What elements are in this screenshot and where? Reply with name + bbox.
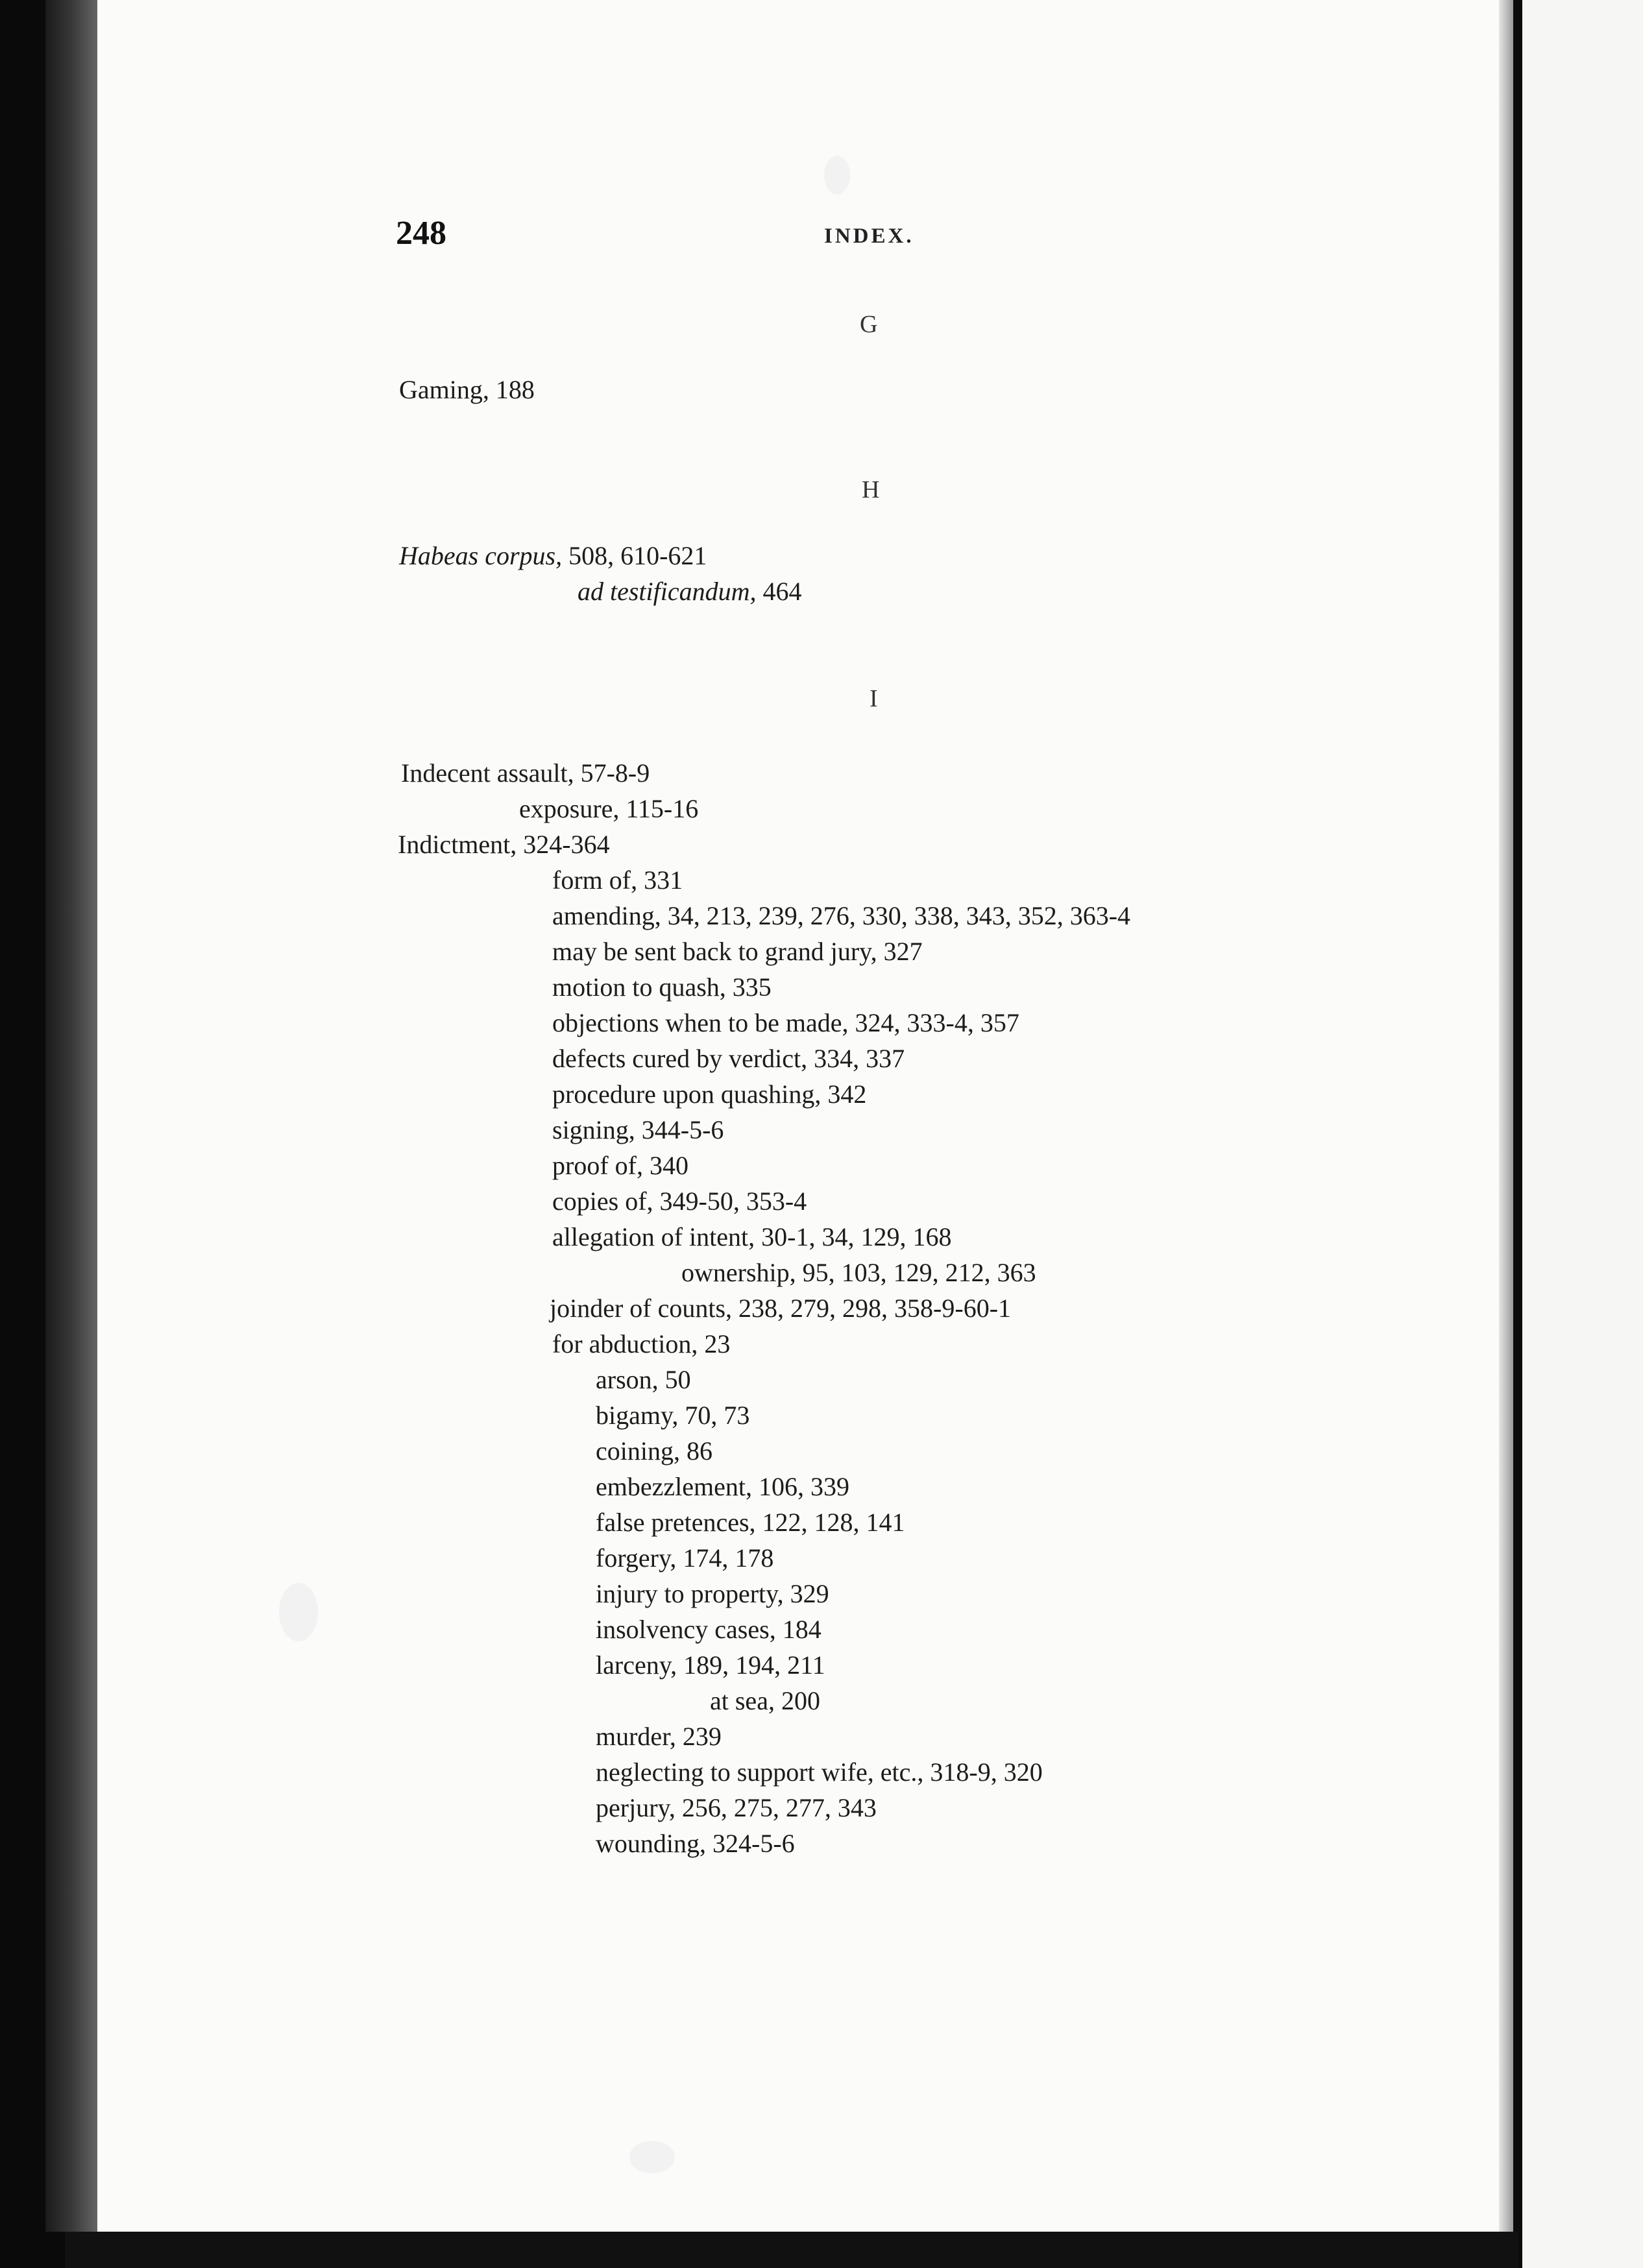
index-subentry-signing: signing, 344-5-6	[552, 1115, 724, 1144]
index-subentry-allegation-of-intent: allegation of intent, 30-1, 34, 129, 168	[552, 1222, 952, 1251]
index-subentry-arson: arson, 50	[596, 1365, 691, 1394]
index-subentry-joinder: joinder of counts, 238, 279, 298, 358-9-60-1	[550, 1294, 1012, 1323]
adjacent-page-edge	[1522, 0, 1643, 2268]
section-letter-g: G	[860, 311, 878, 338]
index-subentry-motion-to-quash: motion to quash, 335	[552, 972, 772, 1002]
index-subentry-proof-of: proof of, 340	[552, 1151, 688, 1180]
page-edge-shadow	[1499, 0, 1513, 2238]
section-letter-i: I	[870, 685, 878, 712]
index-subentry-false-pretences: false pretences, 122, 128, 141	[596, 1508, 905, 1537]
index-subentry-forgery: forgery, 174, 178	[596, 1543, 774, 1573]
index-subentry-injury-to-property: injury to property, 329	[596, 1579, 829, 1608]
index-subentry-amending: amending, 34, 213, 239, 276, 330, 338, 343, 352, 363-4	[552, 901, 1131, 930]
index-entry-indictment: Indictment, 324-364	[398, 830, 610, 859]
index-subentry-larceny: larceny, 189, 194, 211	[596, 1650, 825, 1680]
index-subentry-coining: coining, 86	[596, 1436, 712, 1466]
index-subentry-murder: murder, 239	[596, 1722, 722, 1751]
ad-testificandum-pages: 464	[762, 577, 802, 606]
index-entry-indecent-exposure: exposure, 115-16	[519, 794, 699, 823]
bottom-shadow	[65, 2232, 1518, 2268]
index-subentry-form-of: form of, 331	[552, 865, 683, 895]
index-subentry-for-abduction: for abduction, 23	[552, 1329, 731, 1358]
index-subentry-defects: defects cured by verdict, 334, 337	[552, 1044, 905, 1073]
paper-blemish	[824, 156, 850, 195]
index-entry-habeas-corpus	[399, 540, 707, 571]
index-page	[97, 0, 1512, 2238]
section-letter-h: H	[862, 476, 880, 503]
index-subentry-objections: objections when to be made, 324, 333-4, 357	[552, 1008, 1019, 1037]
running-head: INDEX.	[824, 224, 914, 248]
index-subentry-neglecting: neglecting to support wife, etc., 318-9, 320	[596, 1757, 1043, 1787]
page-number: 248	[396, 215, 446, 252]
index-subentry-wounding: wounding, 324-5-6	[596, 1829, 795, 1858]
habeas-corpus-label: Habeas corpus,	[399, 541, 563, 570]
index-subentry-sent-back: may be sent back to grand jury, 327	[552, 937, 923, 966]
index-subentry-ownership: ownership, 95, 103, 129, 212, 363	[681, 1258, 1036, 1287]
index-subentry-copies-of: copies of, 349-50, 353-4	[552, 1187, 807, 1216]
index-subentry-embezzlement: embezzlement, 106, 339	[596, 1472, 849, 1501]
paper-blemish	[279, 1583, 318, 1641]
page-header	[97, 214, 1512, 253]
index-subentry-larceny-at-sea: at sea, 200	[710, 1686, 820, 1715]
index-subentry-bigamy: bigamy, 70, 73	[596, 1401, 750, 1430]
index-subentry-perjury: perjury, 256, 275, 277, 343	[596, 1793, 877, 1822]
index-entry-indecent-assault: Indecent assault, 57-8-9	[401, 758, 650, 788]
ad-testificandum-label: ad testificandum,	[578, 577, 757, 606]
index-subentry-insolvency-cases: insolvency cases, 184	[596, 1615, 822, 1644]
paper-blemish	[629, 2141, 675, 2173]
index-entry-ad-testificandum	[578, 576, 802, 607]
habeas-corpus-pages: 508, 610-621	[568, 541, 707, 570]
index-subentry-procedure: procedure upon quashing, 342	[552, 1080, 867, 1109]
index-entry-gaming: Gaming, 188	[399, 375, 535, 404]
